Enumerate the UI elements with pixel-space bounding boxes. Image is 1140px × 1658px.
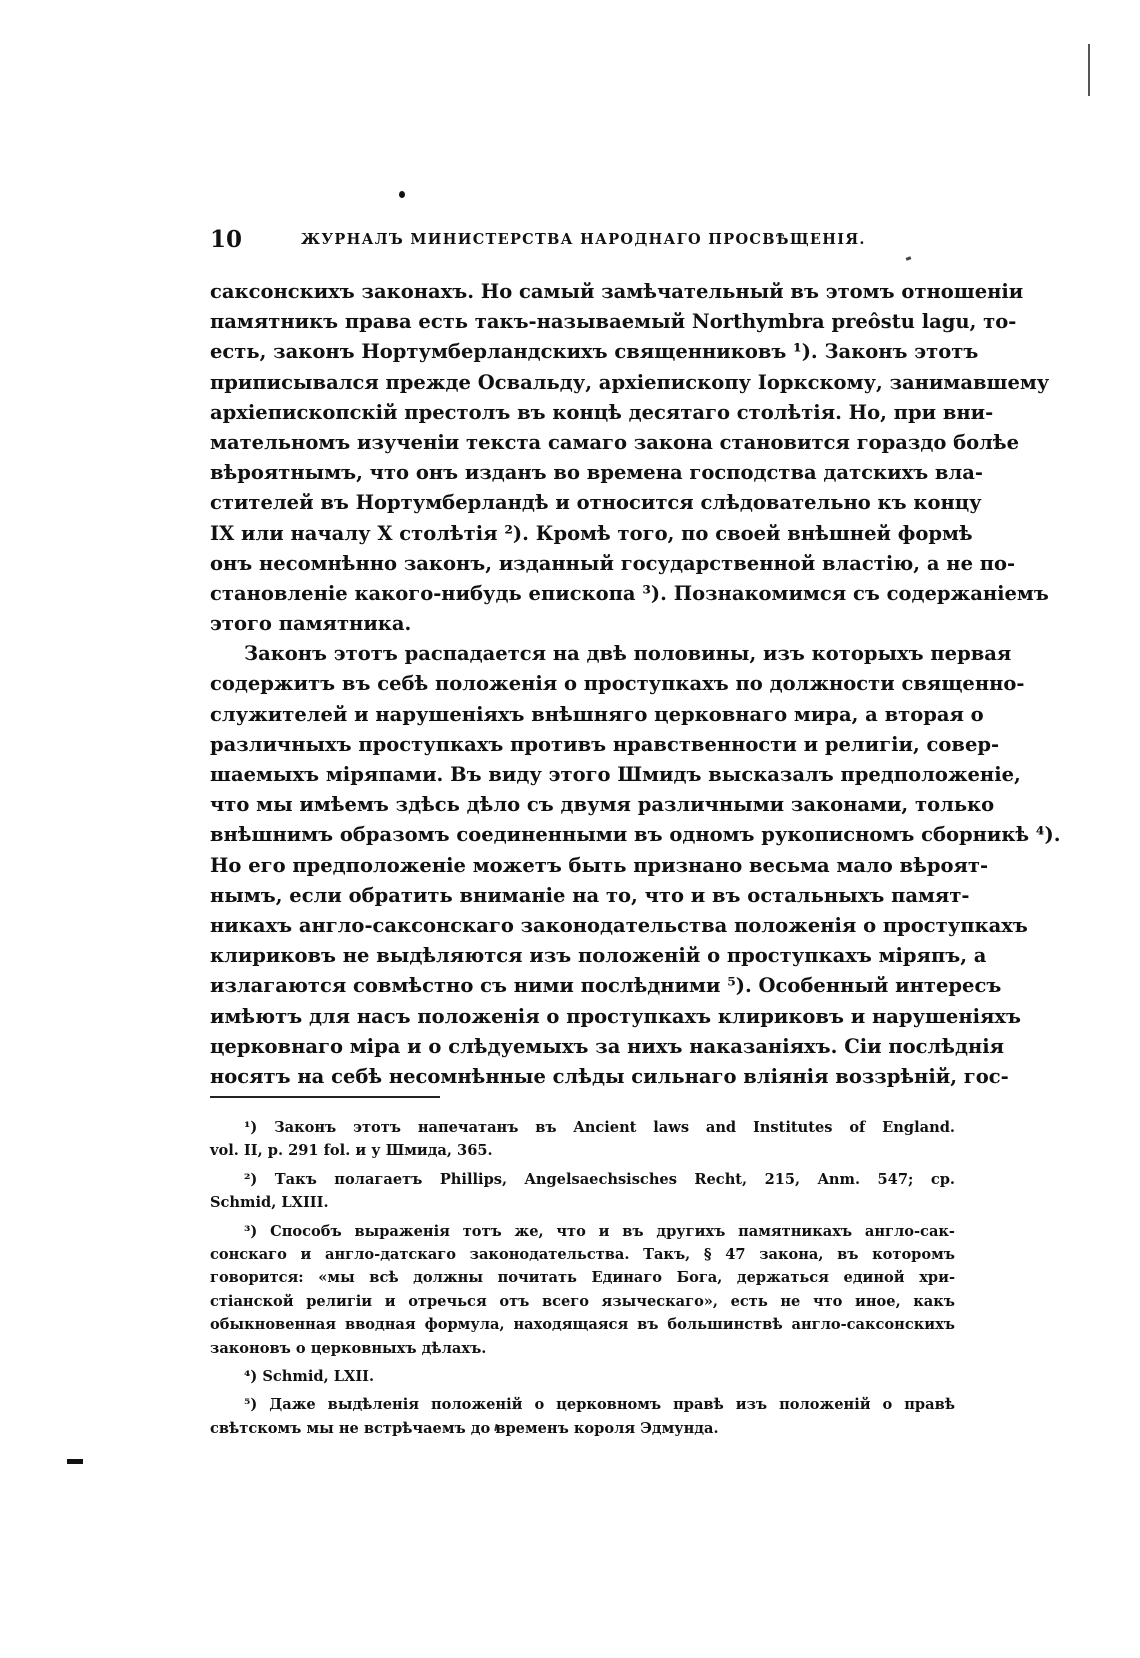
text-line: клириковъ не выдѣляются изъ положеній о проступкахъ міряпъ, а [210,944,987,968]
text-line: приписывался прежде Освальду, архіепископу Іоркскому, занимавшему [210,370,1050,394]
text-line: IX или началу X столѣтія ²). Кромѣ того, по своей внѣшней формѣ [210,521,973,545]
text-line: имѣютъ для насъ положенія о проступкахъ клириковъ и нарушеніяхъ [210,1004,1022,1028]
text-line: архіепископскій престолъ въ концѣ десятаго столѣтія. Но, при вни- [210,400,994,424]
text-line: вѣроятнымъ, что онъ изданъ во времена господства датскихъ вла- [210,461,983,485]
text-line: нымъ, если обратить вниманіе на то, что и въ остальныхъ памят- [210,883,970,907]
footnote-line: Schmid, LXIII. [210,1194,329,1212]
text-line: этого памятника. [210,612,412,636]
scan-speck [399,191,405,198]
footnote-line: законовъ о церковныхъ дѣлахъ. [210,1339,487,1357]
text-line: становленіе какого-нибудь епископа ³). Познакомимся съ содержаніемъ [210,581,1049,605]
footnote-line: ⁵) Даже выдѣленія положеній о церковномъ правѣ изъ положеній о правѣ [244,1396,955,1414]
footnote-line: ²) Такъ полагаетъ Phillips, Angelsaechsisches Recht, 215, Anm. 547; ср. [244,1170,955,1188]
text-line: внѣшнимъ образомъ соединенными въ одномъ рукописномъ сборникѣ ⁴). [210,823,1061,847]
text-line: носятъ на себѣ несомнѣнные слѣды сильнаго вліянія воззрѣній, гос- [210,1064,1009,1088]
body-text [210,277,1061,1092]
footnote-line: ¹) Законъ этотъ напечатанъ въ Ancient laws and Institutes of England. [244,1119,955,1136]
text-line: памятникъ права есть такъ-называемый Northymbra preôstu lagu, то- [210,310,1017,334]
text-line: саксонскихъ законахъ. Но самый замѣчательный въ этомъ отношеніи [210,280,1024,303]
text-line: онъ несомнѣнно законъ, изданный государственной властію, а не по- [210,551,1016,575]
footnote-line: стіанской религіи и отречься отъ всего языческаго», есть не что иное, какъ [210,1292,955,1310]
footnote-line: ³) Способъ выраженія тотъ же, что и въ другихъ памятникахъ англо-сак- [244,1222,955,1240]
text-line: есть, законъ Нортумберландскихъ священниковъ ¹). Законъ этотъ [210,340,979,364]
text-line: содержитъ въ себѣ положенія о проступкахъ по должности священно- [210,672,1025,696]
footnotes [210,1116,955,1440]
running-title: ЖУРНАЛЪ МИНИСТЕРСТВА НАРОДНАГО ПРОСВѢЩЕНІЯ. [301,231,866,248]
footnote-line: обыкновенная вводная формула, находящаяся въ большинствѣ англо-саксонскихъ [210,1316,955,1334]
text-line: стителей въ Нортумберландѣ и относится слѣдовательно къ концу [210,491,982,515]
text-line: шаемыхъ міряпами. Въ виду этого Шмидъ высказалъ предположеніе, [210,763,1021,786]
footnote-line: говорится: «мы всѣ должны почитать Единаго Бога, держаться единой хри- [210,1269,955,1287]
footnote-rule [210,1096,440,1098]
scan-edge-mark [1088,44,1090,96]
footnote-line: ⁴) Schmid, LXII. [244,1367,375,1385]
footnote-line: сонскаго и англо-датскаго законодательства. Такъ, § 47 закона, въ которомъ [210,1245,955,1263]
text-line: различныхъ проступкахъ противъ нравственности и религіи, совер- [210,732,1000,756]
text-line: излагаются совмѣстно съ ними послѣдними ⁵). Особенный интересъ [210,974,1002,998]
text-line: Но его предположеніе можетъ быть признано весьма мало вѣроят- [210,853,989,877]
footnote-line: свѣтскомъ мы не встрѣчаемъ до временъ короля Эдмунда. [210,1419,719,1437]
text-line: никахъ англо-саксонскаго законодательства положенія о проступкахъ [210,913,1028,937]
page-header [210,223,950,257]
footnote-line: vol. II, p. 291 fol. и у Шмида, 365. [210,1142,493,1160]
page-number: 10 [210,226,243,253]
text-line: церковнаго міра и о слѣдуемыхъ за нихъ наказаніяхъ. Сіи послѣднія [210,1034,1005,1058]
scan-margin-mark [67,1459,83,1464]
text-line: мательномъ изученіи текста самаго закона становится гораздо болѣе [210,430,1020,454]
text-line: Законъ этотъ распадается на двѣ половины, изъ которыхъ первая [244,642,1012,666]
text-line: служителей и нарушеніяхъ внѣшняго церковнаго мира, а вторая о [210,702,984,726]
text-line: что мы имѣемъ здѣсь дѣло съ двумя различными законами, только [210,793,995,817]
